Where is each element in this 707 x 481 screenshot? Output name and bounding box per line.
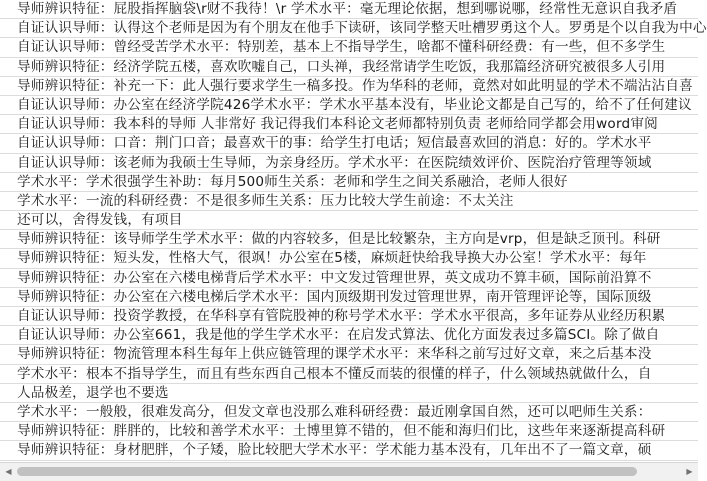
table-cell[interactable]: 导师辨识特征：办公室在六楼电梯背后学术水平：中文发过管理世界，英文成功不算丰硕，国际前沿算不 [17, 269, 652, 286]
table-cell[interactable]: 导师辨识特征：该导师学生学术水平：做的内容较多，但是比较繁杂，主方向是vrp，但是缺乏顶刊。科研 [17, 231, 661, 248]
table-cell[interactable]: 导师辨识特征：补充一下：此人强行要求学生一稿多投。作为华科的老师，竟然对如此明显的学术不端沾沾自喜 [17, 77, 693, 94]
table-row[interactable] [0, 96, 698, 115]
table-row[interactable] [0, 192, 698, 211]
table-row[interactable] [0, 422, 698, 441]
table-cell[interactable]: 学术水平：一般般，很难发高分，但发文章也没那么难科研经费：最近刚拿国自然，还可以吧师生关系： [17, 403, 652, 420]
table-row[interactable] [0, 134, 698, 153]
table-row[interactable] [0, 249, 698, 268]
table-row[interactable] [0, 115, 698, 134]
table-cell[interactable]: 学术水平：学术很强学生补助：每月500师生关系：老师和学生之间关系融洽，老师人很好 [17, 173, 568, 190]
table-row[interactable] [0, 58, 698, 77]
table-cell[interactable]: 自证认识导师：认得这个老师是因为有个朋友在他手下读研，该同学整天吐槽罗勇这个人。罗勇是个以自我为中心 [17, 20, 707, 37]
table-row[interactable] [0, 345, 698, 364]
table-row[interactable] [0, 403, 698, 422]
table-row[interactable] [0, 269, 698, 288]
scroll-left-arrow-icon[interactable]: ◀ [5, 467, 12, 476]
table-row[interactable] [0, 326, 698, 345]
table-cell[interactable]: 自证认识导师：投资学教授，在华科享有管院股神的称号学术水平：学术水平很高，多年证券从业经历积累 [17, 308, 666, 324]
table-cell[interactable]: 导师辨识特征：短头发，性格大气，很飒！办公室在5楼，麻烦赶快给我导换大办公室！学术水平：每年 [17, 250, 647, 267]
horizontal-scrollbar[interactable] [0, 462, 698, 481]
table-row[interactable] [0, 19, 707, 38]
table-cell[interactable]: 还可以，舍得发钱，有项目 [17, 212, 183, 229]
table-row[interactable] [0, 307, 698, 326]
table-cell[interactable]: 自证认识导师：办公室661，我是他的学生学术水平：在启发式算法、优化方面发表过多篇SCI。除了做自 [17, 327, 660, 344]
table-cell[interactable]: 自证认识导师：口音：荆门口音；最喜欢干的事：给学生打电话；短信最喜欢回的消息：好的。学术水平 [17, 135, 652, 152]
table-cell[interactable]: 自证认识导师：办公室在经济学院426学术水平：学术水平基本没有，毕业论文都是自己写的，给不了任何建议 [17, 96, 692, 113]
table-row[interactable] [0, 441, 698, 460]
scrollbar-thumb[interactable] [17, 467, 637, 476]
table-row[interactable] [0, 365, 698, 384]
table-row[interactable] [0, 173, 698, 192]
table-cell[interactable]: 导师辨识特征：物流管理本科生每年上供应链管理的课学术水平：来华科之前写过好文章，来之后基本没 [17, 346, 652, 363]
table-row[interactable] [0, 0, 698, 19]
table-cell[interactable]: 导师辨识特征：经济学院五楼，喜欢吹嘘自己，口头禅，我经常请学生吃饭，我那篇经济研究被很多人引用 [17, 58, 666, 75]
table-row[interactable] [0, 288, 698, 307]
scroll-right-arrow-icon[interactable]: ▶ [686, 467, 693, 476]
table-cell[interactable]: 自证认识导师：该老师为我硕士生导师，为亲身经历。学术水平：在医院绩效评价、医院治疗管理等领域 [17, 154, 652, 171]
scrollbar-track[interactable] [17, 463, 681, 481]
table-cell[interactable]: 导师辨识特征：身材肥胖，个子矮，脸比较肥大学术水平：学术能力基本没有，几年出不了一篇文章，硕 [17, 442, 652, 459]
table-cell[interactable]: 导师辨识特征：胖胖的，比较和善学术水平：土博里算不错的，但不能和海归们比，这些年来逐渐提高科研 [17, 423, 666, 440]
table-row[interactable] [0, 38, 698, 57]
table-row[interactable] [0, 77, 698, 96]
table-cell[interactable]: 学术水平：一流的科研经费：不是很多师生关系：压力比较大学生前途：不太关注 [17, 192, 514, 209]
table-cell[interactable]: 自证认识导师：曾经受苦学术水平：特别差，基本上不指导学生，啥都不懂科研经费：有一些，但不多学生 [17, 39, 666, 56]
table-row[interactable] [0, 230, 698, 249]
table-row[interactable] [0, 154, 698, 173]
table-cell[interactable]: 学术水平：根本不指导学生，而且有些东西自己根本不懂反而装的很懂的样子，什么领域热就做什么，自 [17, 365, 652, 382]
table-cell[interactable]: 人品极差，退学也不要选 [17, 384, 169, 401]
table-cell[interactable]: 导师辨识特征：屁股指挥脑袋\r财不我待！\r 学术水平：毫无理论依据，想到哪说哪，经常性无意识自我矛盾 [17, 1, 678, 17]
table-row[interactable] [0, 211, 698, 230]
table-cell[interactable]: 自证认识导师：我本科的导师 人非常好 我记得我们本科论文老师都特别负责 老师给同学都会用word审阅 [17, 116, 658, 133]
table-cell[interactable]: 导师辨识特征：办公室在六楼电梯后学术水平：国内顶级期刊发过管理世界，南开管理评论等，国际顶级 [17, 288, 652, 305]
table-row[interactable] [0, 384, 698, 403]
